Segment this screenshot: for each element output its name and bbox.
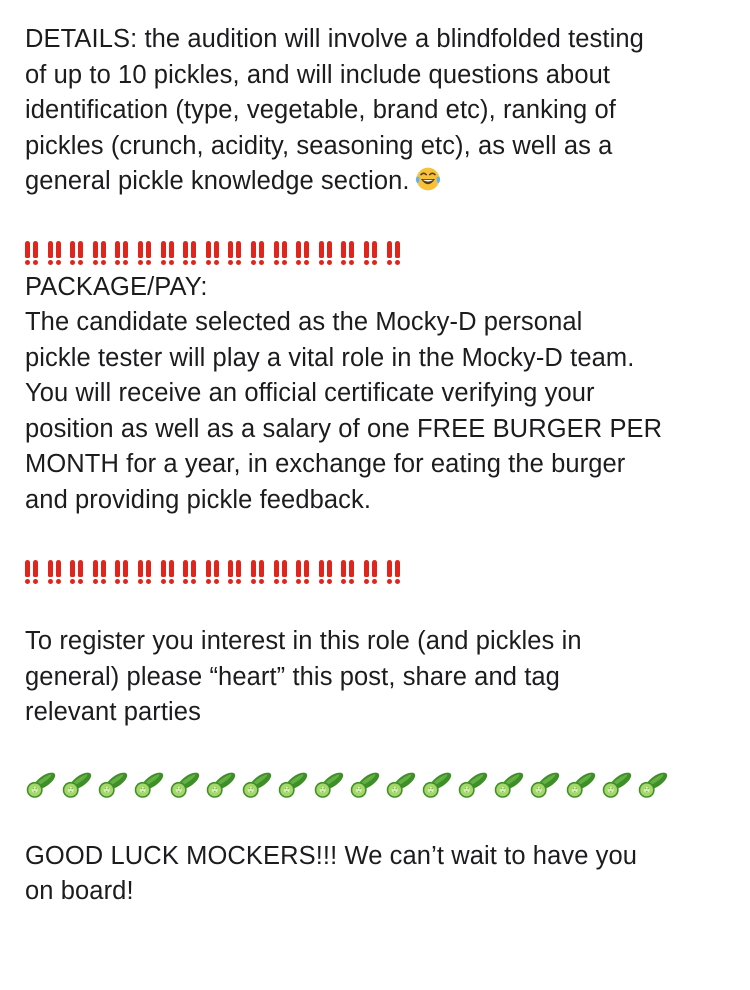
cucumber-icon (133, 770, 166, 800)
exclamation-separator (25, 553, 730, 589)
closing-line: GOOD LUCK MOCKERS!!! We can’t wait to have you (25, 841, 638, 870)
tears-of-joy-icon (414, 165, 442, 193)
cucumber-icon (349, 770, 382, 800)
double-exclamation-icon (319, 239, 332, 265)
closing-paragraph (25, 839, 730, 910)
cucumber-icon (493, 770, 526, 800)
register-line: To register you interest in this role (and pickles in (25, 627, 582, 655)
cucumber-icon (529, 770, 562, 800)
package-line: and providing pickle feedback. (25, 485, 372, 514)
cucumber-icon (385, 770, 418, 800)
double-exclamation-icon (93, 558, 106, 584)
double-exclamation-icon (183, 558, 196, 584)
double-exclamation-icon (228, 239, 241, 265)
package-line: MONTH for a year, in exchange for eating the burger (25, 450, 626, 478)
double-exclamation-icon (70, 558, 83, 584)
double-exclamation-icon (387, 558, 400, 584)
details-line: identification (type, vegetable, brand etc), ranking of (25, 96, 616, 124)
double-exclamation-icon (251, 558, 264, 584)
details-paragraph (25, 22, 730, 200)
double-exclamation-icon (206, 558, 219, 584)
double-exclamation-icon (183, 239, 196, 265)
double-exclamation-icon (341, 558, 354, 584)
post-body (25, 22, 730, 910)
double-exclamation-icon (48, 558, 61, 584)
cucumber-icon (25, 770, 58, 800)
double-exclamation-icon (296, 239, 309, 265)
cucumber-icon (205, 770, 238, 800)
cucumber-icon (313, 770, 346, 800)
double-exclamation-icon (138, 239, 151, 265)
double-exclamation-icon (364, 239, 377, 265)
cucumber-icon (457, 770, 490, 800)
double-exclamation-icon (296, 558, 309, 584)
package-line: pickle tester will play a vital role in the Mocky-D team. (25, 343, 635, 372)
double-exclamation-icon (274, 239, 287, 265)
cucumber-icon (169, 770, 202, 800)
double-exclamation-icon (251, 239, 264, 265)
double-exclamation-icon (25, 558, 38, 584)
register-line: relevant parties (25, 698, 201, 726)
details-line-last (25, 164, 730, 200)
package-paragraph (25, 270, 730, 519)
details-line: of up to 10 pickles, and will include questions about (25, 60, 611, 89)
double-exclamation-icon (70, 239, 83, 265)
details-line: DETAILS: the audition will involve a blindfolded testing (25, 25, 644, 53)
double-exclamation-icon (341, 239, 354, 265)
cucumber-icon (61, 770, 94, 800)
exclamation-separator (25, 234, 730, 270)
double-exclamation-icon (25, 239, 38, 265)
package-line: You will receive an official certificate verifying your (25, 379, 595, 407)
double-exclamation-icon (115, 558, 128, 584)
double-exclamation-icon (93, 239, 106, 265)
package-line: position as well as a salary of one FREE BURGER PER (25, 414, 663, 443)
double-exclamation-icon (387, 239, 400, 265)
double-exclamation-icon (115, 239, 128, 265)
double-exclamation-icon (228, 558, 241, 584)
double-exclamation-icon (138, 558, 151, 584)
register-line: general) please “heart” this post, share and tag (25, 662, 560, 691)
double-exclamation-icon (319, 558, 332, 584)
double-exclamation-icon (206, 239, 219, 265)
cucumber-separator (25, 767, 730, 803)
package-line: The candidate selected as the Mocky-D personal (25, 308, 583, 336)
cucumber-icon (421, 770, 454, 800)
package-heading: PACKAGE/PAY: (25, 272, 208, 301)
cucumber-icon (241, 770, 274, 800)
cucumber-icon (565, 770, 598, 800)
register-paragraph (25, 624, 730, 731)
cucumber-icon (637, 770, 670, 800)
double-exclamation-icon (364, 558, 377, 584)
cucumber-icon (97, 770, 130, 800)
details-line-text: general pickle knowledge section. (25, 167, 410, 195)
double-exclamation-icon (161, 558, 174, 584)
double-exclamation-icon (48, 239, 61, 265)
cucumber-icon (277, 770, 310, 800)
double-exclamation-icon (274, 558, 287, 584)
double-exclamation-icon (161, 239, 174, 265)
details-line: pickles (crunch, acidity, seasoning etc), as well as a (25, 131, 613, 160)
cucumber-icon (601, 770, 634, 800)
closing-line: on board! (25, 877, 134, 905)
